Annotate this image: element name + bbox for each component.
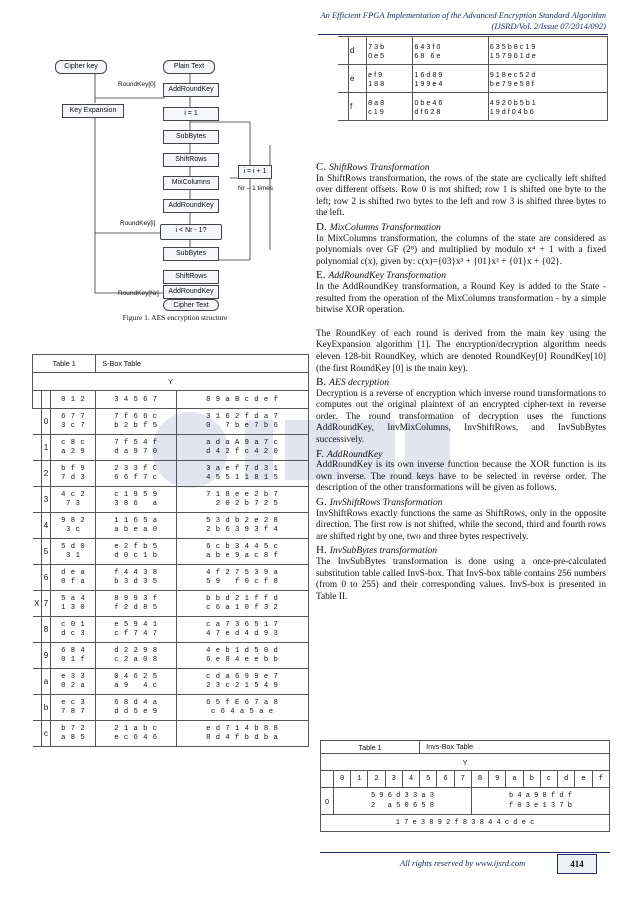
table2-colhead: 0 bbox=[334, 771, 351, 788]
section-b-title: AES decryption bbox=[329, 377, 390, 389]
footer-rule bbox=[320, 852, 610, 853]
x-axis-cell bbox=[338, 93, 349, 121]
table2-colhead: 7 bbox=[454, 771, 471, 788]
running-header bbox=[320, 10, 606, 32]
table-row bbox=[33, 409, 309, 435]
sbox-cell-group: 7 3 b 0 e 5 bbox=[367, 37, 413, 65]
header-title: An Efficient FPGA Implementation of the Advanced Encryption Standard Algorithm bbox=[320, 10, 606, 20]
flow-roundkey0-label: RoundKey[0] bbox=[118, 81, 156, 88]
flow-mixcolumns: MixColumns bbox=[163, 176, 219, 190]
x-axis-cell bbox=[33, 409, 42, 435]
row-header: e bbox=[349, 65, 367, 93]
table2-row0-right bbox=[471, 788, 609, 815]
sbox-cell-group: 6 c b 3 4 4 5 c a b e 9 a c 8 f bbox=[176, 539, 308, 565]
sbox-cell-group: e d 7 1 4 b 8 8 8 d 4 f b d b a bbox=[176, 721, 308, 747]
sbox-cell-group: 5 d 0 3 1 bbox=[51, 539, 96, 565]
table-row bbox=[338, 65, 608, 93]
table2-row0-left bbox=[334, 788, 472, 815]
flow-cipher-text: Cipher Text bbox=[163, 299, 219, 311]
sbox-cell-group: e 2 f b 5 d 0 c 1 b bbox=[96, 539, 176, 565]
sbox-cell-group: 6 8 4 0 1 f bbox=[51, 643, 96, 669]
row-header: a bbox=[42, 669, 51, 695]
table1-colhead: 8 9 a B c d e f bbox=[176, 391, 308, 409]
sbox-cell-group: c 1 9 5 9 3 8 6 a bbox=[96, 487, 176, 513]
sbox-cell-group: a d a A 9 a 7 c d 4 2 f c 4 2 0 bbox=[176, 435, 308, 461]
row-header: c bbox=[42, 721, 51, 747]
sbox-cell-group: c a 7 3 6 5 1 7 4 7 e d 4 d 9 3 bbox=[176, 617, 308, 643]
table-row bbox=[33, 591, 309, 617]
section-g-title: InvShiftRows Transformation bbox=[329, 497, 443, 509]
x-axis-cell bbox=[33, 617, 42, 643]
table1-colhead: 3 4 5 6 7 bbox=[96, 391, 176, 409]
row-header: 6 bbox=[42, 565, 51, 591]
section-h-title: InvSubBytes transformation bbox=[329, 545, 438, 557]
table2-row0-d: f 0 3 e 1 3 7 b bbox=[508, 802, 572, 810]
header-journal: (IJSRD/Vol. 2/Issue 07/2014/092) bbox=[491, 21, 606, 31]
flow-addroundkey-2: AddRoundKey bbox=[163, 199, 219, 213]
table-row bbox=[33, 669, 309, 695]
sbox-cell-group: b f 9 7 d 3 bbox=[51, 461, 96, 487]
x-axis-cell bbox=[33, 721, 42, 747]
row-header: 0 bbox=[42, 409, 51, 435]
sbox-cell-group: 4 e b 1 d 5 0 d 6 e 8 4 e e b b bbox=[176, 643, 308, 669]
table-row bbox=[33, 461, 309, 487]
table2-colhead: 3 bbox=[385, 771, 402, 788]
x-axis-cell bbox=[33, 669, 42, 695]
sbox-cell-group: d 2 2 9 8 c 2 a 0 8 bbox=[96, 643, 176, 669]
table2-colhead: a bbox=[506, 771, 523, 788]
sbox-cell-group: 8 9 9 3 f f 2 d 8 5 bbox=[96, 591, 176, 617]
flow-condition: i < Nr - 1? bbox=[160, 224, 222, 240]
sbox-cell-group: 6 8 d 4 a d d 5 e 9 bbox=[96, 695, 176, 721]
flow-i-increment: i = i + 1 bbox=[238, 165, 272, 179]
section-c-number: C. bbox=[316, 161, 327, 173]
section-b-heading bbox=[316, 377, 606, 389]
sbox-cell-group: e 5 9 4 1 c f 7 4 7 bbox=[96, 617, 176, 643]
section-d-body: In MixColumns transformation, the columns of the state are considered as polynomials over GF (2⁸) and multiplied by modulo x⁴ + 1 with a fixed polynomial c(x), given by: c(x)={03}x³ + {01}x² + {01}x + {02}. bbox=[316, 233, 606, 267]
row-header: 2 bbox=[42, 461, 51, 487]
sbox-cell-group: 3 1 6 2 f d a 7 0 7 b e 7 b 6 bbox=[176, 409, 308, 435]
section-g-body: InvShiftRows exactly functions the same as ShiftRows, only in the opposite direction. The first row is not shifted, while the second, third and fourth rows are shifted right by one, two and three bytes respectively. bbox=[316, 508, 606, 542]
sbox-cell-group: d e a 0 f a bbox=[51, 565, 96, 591]
row-header: f bbox=[349, 93, 367, 121]
sbox-cell-group: e 3 3 0 2 a bbox=[51, 669, 96, 695]
flow-nr-times: Nr – 1 times bbox=[238, 185, 274, 192]
section-d-heading bbox=[316, 222, 606, 234]
flow-roundkey-i-label: RoundKey[i] bbox=[120, 220, 156, 227]
sbox-cell-group: 6 5 f E 6 7 a 8 c 6 4 a 5 a e bbox=[176, 695, 308, 721]
sbox-cell-group: 1 1 6 5 a a b e a 0 bbox=[96, 513, 176, 539]
row-header: 9 bbox=[42, 643, 51, 669]
table2-colhead: e bbox=[575, 771, 592, 788]
section-f-title: AddRoundKey bbox=[327, 448, 383, 460]
table2-colhead: 9 bbox=[489, 771, 506, 788]
x-axis-cell bbox=[33, 539, 42, 565]
sbox-cell-group: 2 1 a b c e c 6 4 6 bbox=[96, 721, 176, 747]
section-c-body: In ShiftRows transformation, the rows of the state are cyclically left shifted over different offsets. Row 0 is not shifted; row 1 is shifted one byte to the left; row 2 is shifted two bytes to the left and row 3 is shifted three bytes to the left. bbox=[316, 173, 606, 219]
x-axis-cell bbox=[33, 565, 42, 591]
sbox-cell-group: c 8 c a 2 9 bbox=[51, 435, 96, 461]
table2-colhead: c bbox=[540, 771, 557, 788]
table-row bbox=[33, 565, 309, 591]
table1-caption: S-Box Table bbox=[96, 355, 309, 373]
section-f-heading bbox=[316, 449, 606, 461]
header-rule bbox=[318, 34, 608, 35]
page-number: 414 bbox=[557, 854, 597, 874]
table-row bbox=[33, 643, 309, 669]
section-h-number: H. bbox=[316, 544, 327, 557]
section-c-title: ShiftRows Transformation bbox=[329, 162, 430, 173]
table1-label: Table 1 bbox=[33, 355, 96, 373]
table2-colhead: 6 bbox=[437, 771, 454, 788]
sbox-cell-group: 4 c 2 7 3 bbox=[51, 487, 96, 513]
x-axis-cell bbox=[33, 643, 42, 669]
table1-corner bbox=[42, 391, 51, 409]
sbox-cell-group: 5 a 4 1 3 0 bbox=[51, 591, 96, 617]
section-d-title: MixColumns Transformation bbox=[329, 221, 441, 233]
section-e-heading bbox=[316, 270, 606, 282]
row-header: b bbox=[42, 695, 51, 721]
sbox-cell-group: 4 9 2 0 b 5 b 1 1 9 d f 0 4 b 6 bbox=[488, 93, 607, 121]
section-e-body: In the AddRoundKey transformation, a Round Key is added to the State - resulted from the operation of the MixColumns transformation - by a simple bitwise XOR operation. bbox=[316, 281, 606, 316]
sbox-cell-group: 6 3 5 b 8 c 1 9 1 5 7 9 6 1 d e bbox=[488, 37, 607, 65]
flow-addroundkey-1: AddRoundKey bbox=[163, 83, 219, 97]
sbox-cell-group: 6 7 7 3 c 7 bbox=[51, 409, 96, 435]
sbox-cell-group: 8 a 8 c 1 9 bbox=[367, 93, 413, 121]
x-axis-cell bbox=[33, 695, 42, 721]
table2-invsbox bbox=[320, 740, 610, 832]
table2-colhead: 4 bbox=[402, 771, 419, 788]
sbox-cell-group: c 0 1 d c 3 bbox=[51, 617, 96, 643]
x-axis-cell bbox=[338, 37, 349, 65]
table2-rowhead: 0 bbox=[321, 788, 334, 815]
section-g-heading bbox=[316, 497, 606, 509]
table2-row0-c: b 4 a 9 8 f d f bbox=[508, 792, 572, 800]
row-header: 8 bbox=[42, 617, 51, 643]
sbox-cell-group: b 7 2 a 8 5 bbox=[51, 721, 96, 747]
table-row bbox=[33, 435, 309, 461]
flow-subbytes-2: SubBytes bbox=[163, 247, 219, 261]
sbox-cell-group: 9 1 8 e c 5 2 d b e 7 9 e 5 8 f bbox=[488, 65, 607, 93]
table1-colhead: 0 1 2 bbox=[51, 391, 96, 409]
sbox-cell-group: 5 3 d b 2 e 2 8 2 b 6 3 9 3 f 4 bbox=[176, 513, 308, 539]
sbox-cell-group: 9 8 2 3 c bbox=[51, 513, 96, 539]
sbox-cell-group: 7 1 8 e e 2 b 7 2 0 2 b 7 2 5 bbox=[176, 487, 308, 513]
flow-addroundkey-3: AddRoundKey bbox=[163, 285, 219, 299]
table2-caption: Invs-Box Table bbox=[420, 741, 610, 754]
table-row bbox=[338, 93, 608, 121]
row-header: 1 bbox=[42, 435, 51, 461]
sbox-cell-group: 6 4 3 f 0 6 8 6 e bbox=[413, 37, 488, 65]
paragraph-roundkey: The RoundKey of each round is derived from the main key using the KeyExpansion algorithm [1]. The encryption/decryption algorithm needs eleven 128-bit RoundKey, which are denoted RoundKey[0] RoundKey[10] (the first RoundKey [0] is the main key). bbox=[316, 328, 606, 374]
table2-row0-b: 2 a 5 0 6 5 8 bbox=[370, 802, 434, 810]
section-e-title: AddRoundKey Transformation bbox=[328, 270, 447, 282]
table-row bbox=[338, 37, 608, 65]
flow-roundkey-nr-label: RoundKey[Nr] bbox=[118, 290, 159, 297]
table2-colhead: b bbox=[523, 771, 540, 788]
section-f-number: F. bbox=[316, 447, 324, 460]
sbox-cell-group: 0 4 6 2 5 a 9 4 c bbox=[96, 669, 176, 695]
table-row bbox=[33, 539, 309, 565]
table1-x-spacer bbox=[33, 391, 42, 409]
flow-plain-text: Plain Text bbox=[163, 60, 215, 74]
sbox-cell-group: e f 9 1 8 8 bbox=[367, 65, 413, 93]
x-axis-cell bbox=[33, 513, 42, 539]
right-column-text bbox=[316, 160, 606, 603]
x-axis-cell bbox=[33, 461, 42, 487]
x-axis-cell: X bbox=[33, 591, 42, 617]
section-g-number: G. bbox=[316, 496, 327, 509]
flow-key-expansion: Key Expansion bbox=[62, 104, 124, 118]
table-row bbox=[33, 513, 309, 539]
table2-colhead: 2 bbox=[368, 771, 385, 788]
sbox-cell-group: 0 b e 4 6 d f 6 2 8 bbox=[413, 93, 488, 121]
flow-shiftrows-2: ShiftRows bbox=[163, 270, 219, 284]
x-axis-cell bbox=[33, 435, 42, 461]
figure-caption: Figure 1. AES encryption structure bbox=[122, 313, 228, 322]
flow-shiftrows-1: ShiftRows bbox=[163, 153, 219, 167]
sbox-cell-group: 4 f 2 7 5 3 9 a 5 9 f 0 c f 8 bbox=[176, 565, 308, 591]
sbox-cell-group: 7 f 5 4 f d a 9 7 0 bbox=[96, 435, 176, 461]
table2-colhead: d bbox=[558, 771, 575, 788]
table2-colhead: f bbox=[592, 771, 609, 788]
section-h-body: The InvSubBytes transformation is done using a once-pre-calculated substitution table called InvS-box. That InvS-box table contains 256 numbers (from 0 to 255) and their corresponding values. InvS-box is presented in Table II. bbox=[316, 557, 606, 602]
row-header: 7 bbox=[42, 591, 51, 617]
section-h-heading bbox=[316, 545, 606, 557]
section-d-number: D. bbox=[316, 220, 327, 233]
table1-y-label: Y bbox=[33, 373, 309, 391]
flow-cipher-key: Cipher key bbox=[55, 60, 107, 74]
table-row bbox=[33, 721, 309, 747]
sbox-cell-group: 2 3 3 f C 6 6 f 7 c bbox=[96, 461, 176, 487]
sbox-cell-group: b b d 2 1 f f d c 6 a 1 0 f 3 2 bbox=[176, 591, 308, 617]
table2-row1: 1 7 e 3 8 9 2 f 8 3 8 4 4 c d e c bbox=[321, 815, 610, 832]
section-f-body: AddRoundKey is its own inverse function because the XOR function is its own inverse. The round keys have to be selected in reverse order. The description of the other transformations will be given as follows. bbox=[316, 460, 606, 494]
table-row bbox=[33, 487, 309, 513]
sbox-cell-group: 1 6 d 8 9 1 9 9 e 4 bbox=[413, 65, 488, 93]
row-header: 5 bbox=[42, 539, 51, 565]
sbox-cell-group: 7 f 6 6 c b 2 b f 5 bbox=[96, 409, 176, 435]
table1-sbox bbox=[32, 354, 309, 747]
table2-row0-a: 5 9 6 d 3 3 a 3 bbox=[370, 792, 434, 800]
row-header: 4 bbox=[42, 513, 51, 539]
footer-rights: All rights reserved by www.ijsrd.com bbox=[400, 858, 526, 868]
x-axis-cell bbox=[33, 487, 42, 513]
sbox-continuation-table bbox=[338, 36, 608, 121]
section-b-body: Decryption is a reverse of encryption which inverse round transformations to computes out the original plaintext of an encrypted cipher-text in reverse order. The round transformation of decryption uses the functions AddRoundKey, InvMixColumns, InvShiftRows, and InvSubBytes successively. bbox=[316, 388, 606, 446]
sbox-cell-group: e c 3 7 8 7 bbox=[51, 695, 96, 721]
sbox-cell-group: f 4 4 3 8 b 3 d 3 5 bbox=[96, 565, 176, 591]
x-axis-cell bbox=[338, 65, 349, 93]
flow-i-eq-1: i = 1 bbox=[163, 107, 219, 121]
table-row bbox=[33, 695, 309, 721]
flow-subbytes-1: SubBytes bbox=[163, 130, 219, 144]
table-row bbox=[33, 617, 309, 643]
table2-colhead: 1 bbox=[351, 771, 368, 788]
section-c-heading bbox=[316, 162, 606, 174]
row-header: d bbox=[349, 37, 367, 65]
table2-corner bbox=[321, 771, 334, 788]
table2-colhead: 5 bbox=[420, 771, 437, 788]
sbox-cell-group: 3 a e f 7 d 3 1 4 5 5 1 1 8 1 5 bbox=[176, 461, 308, 487]
table2-colhead: 8 bbox=[471, 771, 488, 788]
table2-label: Table 1 bbox=[321, 741, 420, 754]
table2-y-label: Y bbox=[321, 754, 610, 771]
section-e-number: E. bbox=[316, 269, 326, 282]
sbox-cell-group: c d a 6 9 9 e 7 2 3 c 2 1 5 4 9 bbox=[176, 669, 308, 695]
row-header: 3 bbox=[42, 487, 51, 513]
section-b-number: B. bbox=[316, 376, 327, 389]
